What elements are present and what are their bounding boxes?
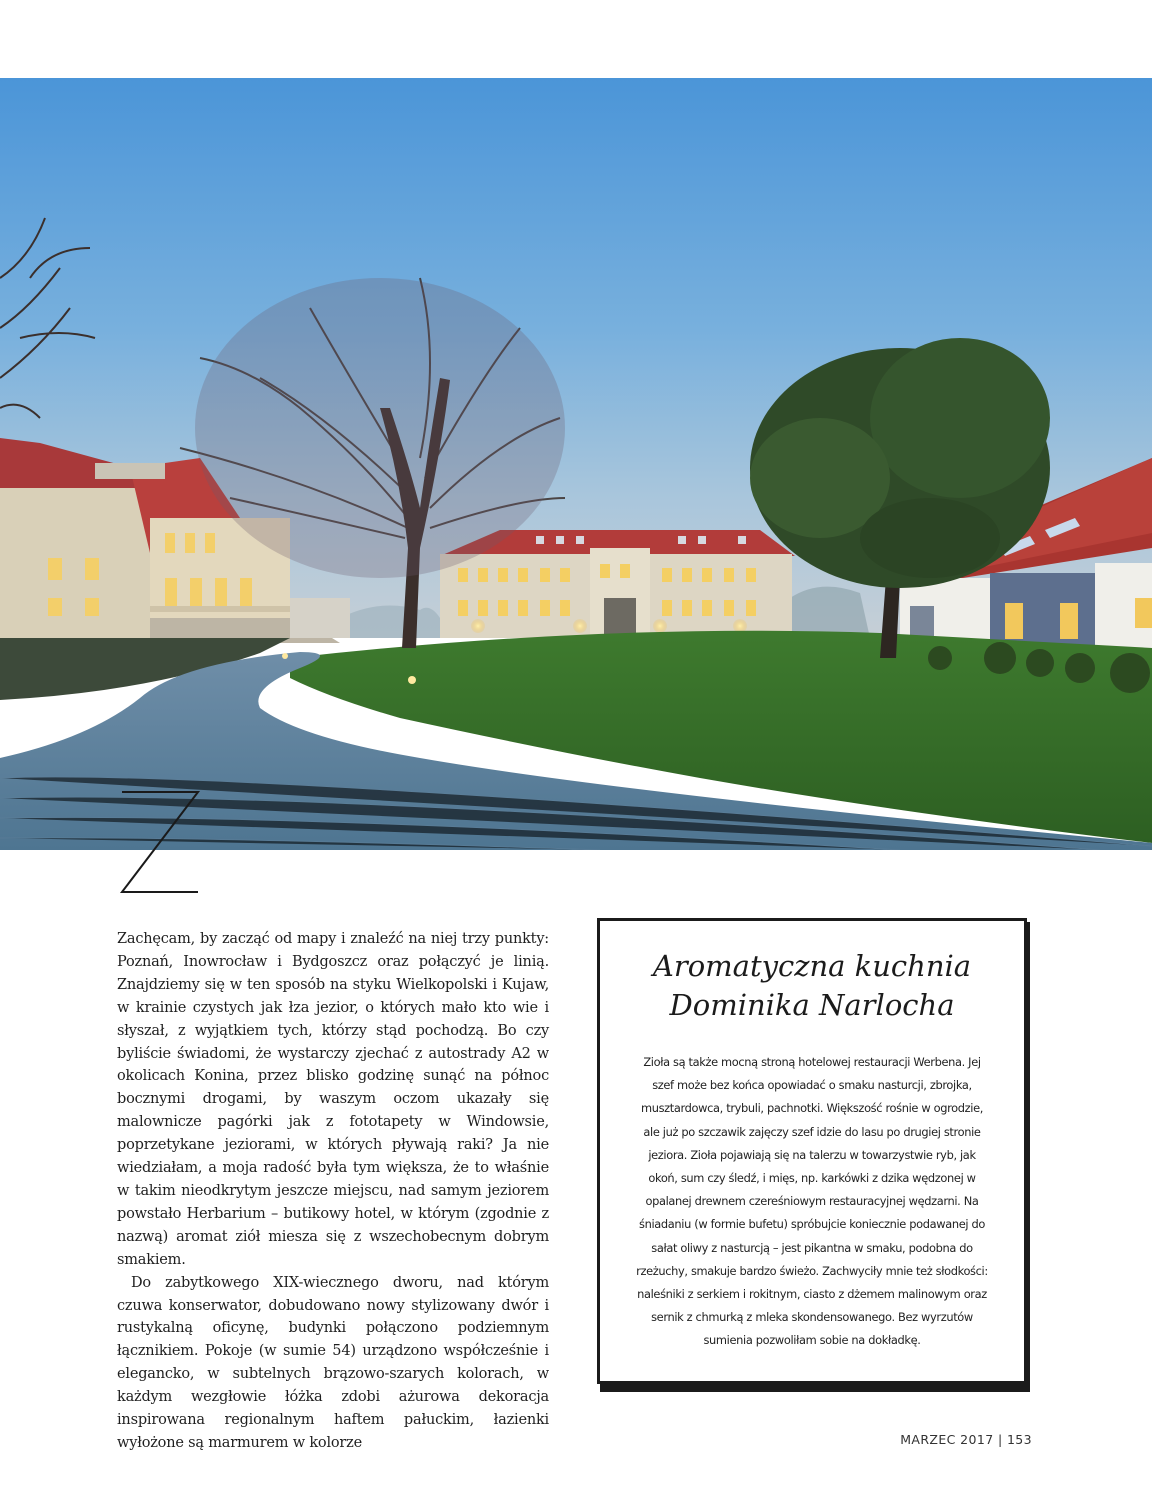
article-body [117, 928, 549, 1455]
sidebar-box [597, 918, 1027, 1384]
article-paragraph: Zachęcam, by zacząć od mapy i znaleźć na niej trzy punkty: Poznań, Inowrocław i Bydgoszcz oraz połączyć je linią. Znajdziemy się w ten sposób na styku Wielkopolski i Kujaw, w krainie czystych jak łza jezior, o których mało kto wie i słyszał, z wyjątkiem tych, którzy stąd pochodzą. Bo czy byliście świadomi, że wystarczy zjechać z autostrady A2 w okolicach Konina, przez blisko godzinę sunąć na północ bocznymi drogami, by waszym oczom ukazały się malownicze pagórki jak z fototapety w Windowsie, poprzetykane jeziorami, w których pływają raki? Ja nie wiedziałam, a moja radość była tym większa, że to właśnie w takim nieodkrytym jeszcze miejscu, nad samym jeziorem powstało Herbarium – butikowy hotel, w którym (zgodnie z nazwą) aromat ziół miesza się z wszechobecnym dobrym smakiem. [117, 931, 549, 1268]
hero-photo-herbarium-hotel [0, 78, 1152, 850]
sidebar-title [600, 947, 1024, 1025]
sidebar-title-line1: Aromatyczna kuchnia [652, 949, 972, 983]
sidebar-text: Zioła są także mocną stroną hotelowej restauracji Werbena. Jej szef może bez końca opowiadać o smaku nasturcji, zbrojka, musztardowca, trybuli, pachnotki. Większość rośnie w ogrodzie, ale już po szczawik zajęczy szef idzie do lasu po drugiej stronie jeziora. Zioła pojawiają się na talerzu w towarzystwie ryb, jak okoń, sum czy śledź, i mięs, np. karkówki z dzika wędzonej w opalanej drewnem czereśniowym restauracyjnej wędzarni. Na śniadaniu (w formie bufetu) spróbujcie koniecznie podawanej do sałat oliwy z nasturcją – jest pikantna w smaku, podobna do rzeżuchy, smakuje bardzo świeżo. Zachwyciły mnie też słodkości: naleśniki z serkiem i rokitnym, ciasto z dżemem malinowym oraz sernik z chmurką z mleka skondensowanego. Bez wyrzutów sumienia pozwoliłam sobie na dokładkę. [636, 1055, 988, 1348]
article-paragraph: Do zabytkowego XIX-wiecznego dworu, nad którym czuwa konserwator, dobudowano nowy stylizowany dwór i rustykalną oficynę, budynki połączono podziemnym łącznikiem. Pokoje (w sumie 54) urządzono współcześnie i elegancko, w subtelnych brązowo-szarych kolorach, w każdym wezgłowie łóżka zdobi ażurowa dekoracja inspirowana regionalnym haftem pałuckim, łazienki wyłożone są marmurem w kolorze [117, 1274, 549, 1451]
dropcap-letter [118, 788, 202, 896]
page-folio: MARZEC 2017 | 153 [900, 1432, 1032, 1447]
sidebar-title-line2: Dominika Narlocha [669, 988, 955, 1022]
